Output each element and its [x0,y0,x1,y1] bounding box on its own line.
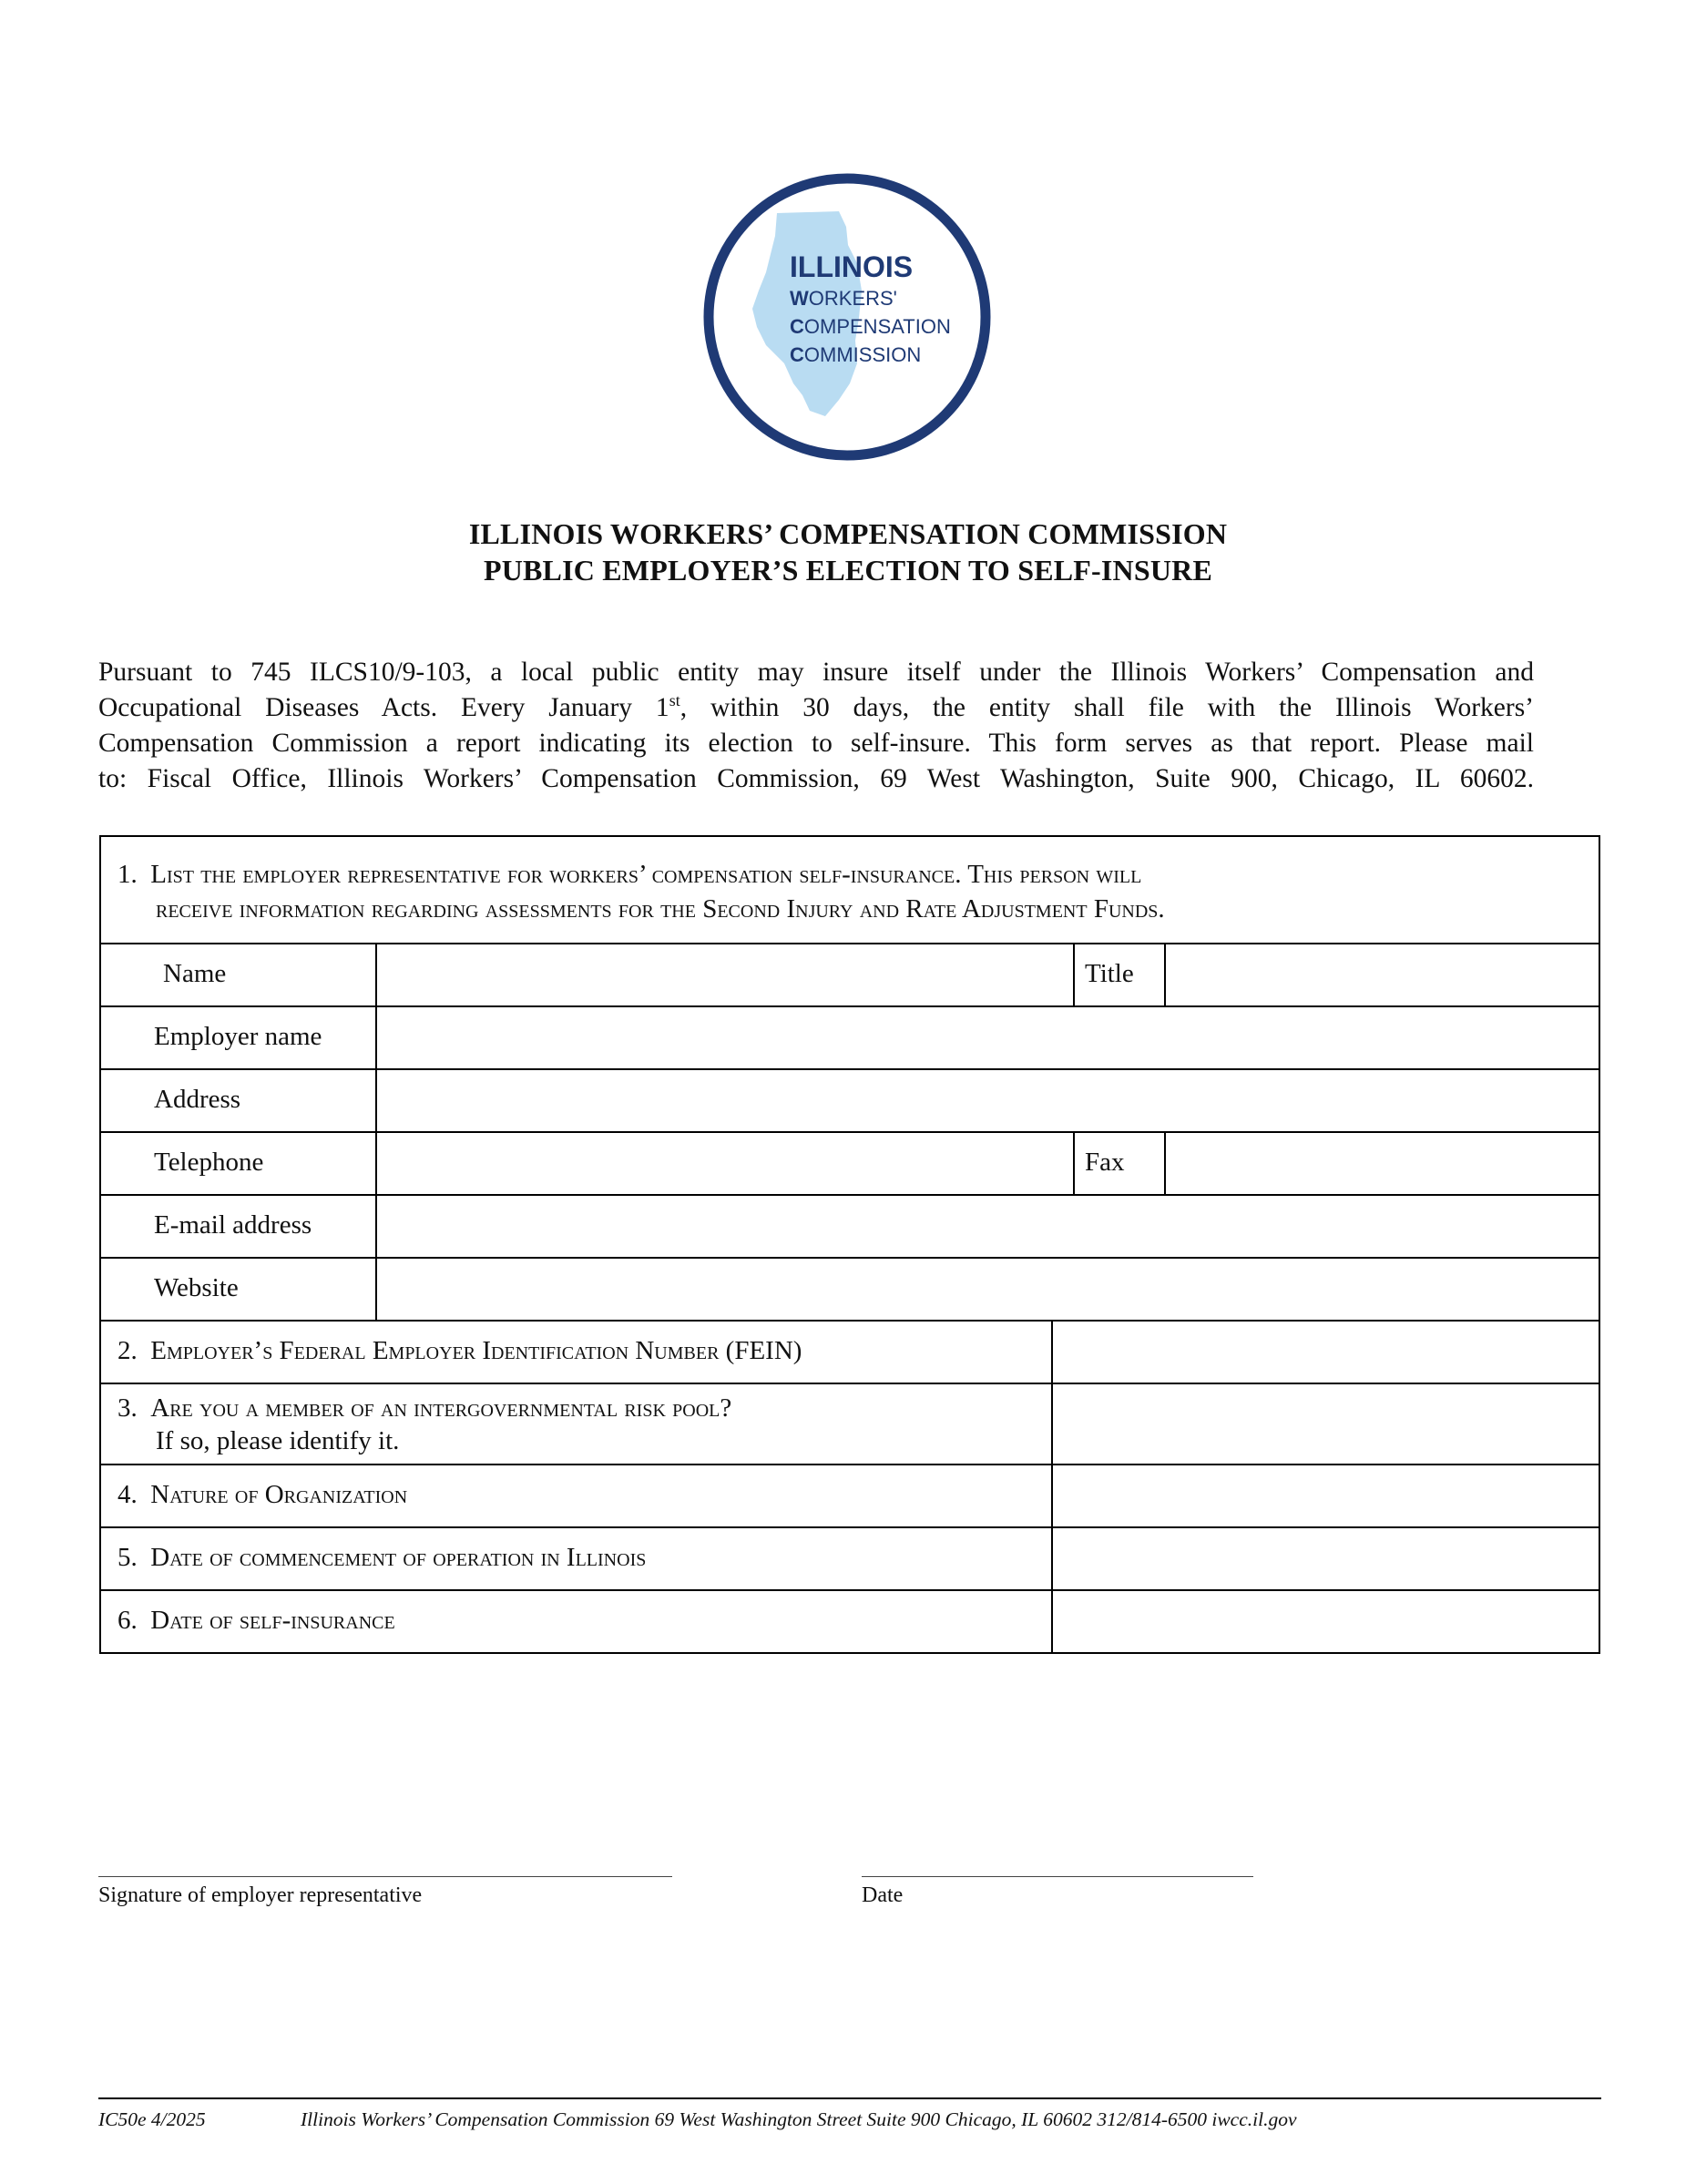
question-5-label: 5. Date of commencement of operation in Illinois [117,1543,647,1572]
question-6-label: 6. Date of self-insurance [117,1606,395,1635]
input-commencement-date[interactable] [1053,1528,1599,1588]
form-table [99,835,1600,1654]
input-address[interactable] [377,1070,1599,1130]
input-title[interactable] [1166,944,1599,1005]
input-email[interactable] [377,1196,1599,1256]
intro-line-4: to: Fiscal Office, Illinois Workers’ Compensation Commission, 69 West Washington, Suite 900, Chicago, IL 60602. [98,764,1534,793]
svg-text:COMPENSATION: COMPENSATION [790,315,951,338]
input-fein[interactable] [1053,1322,1599,1382]
input-fax[interactable] [1166,1133,1599,1193]
signature-label: Signature of employer representative [98,1883,423,1907]
question-3-label: 3. Are you a member of an intergovernmental risk pool? If so, please identify it. [117,1393,732,1455]
title-line-2: PUBLIC EMPLOYER’S ELECTION TO SELF-INSURE [483,554,1213,587]
intro-line-1: Pursuant to 745 ILCS10/9-103, a local public entity may insure itself under the Illinois Workers’ Compensation and [98,658,1534,687]
question-4-label: 4. Nature of Organization [117,1480,408,1509]
signature-line[interactable] [98,1876,672,1877]
svg-text:COMMISSION: COMMISSION [790,343,922,366]
label-title: Title [1085,959,1134,988]
input-nature-of-organization[interactable] [1053,1465,1599,1526]
input-employer-name[interactable] [377,1007,1599,1067]
svg-text:WORKERS': WORKERS' [790,287,897,310]
footer-address: Illinois Workers’ Compensation Commission 69 West Washington Street Suite 900 Chicago, IL 60602 312/814-6500 iwcc.il.gov [301,2108,1297,2130]
label-website: Website [154,1273,239,1302]
label-employer-name: Employer name [154,1022,322,1051]
logo-line-illinois: ILLINOIS [790,250,914,283]
intro-line-2: Occupational Diseases Acts. Every January 1st, within 30 days, the entity shall file with the Illinois Workers’ [98,691,1534,722]
footer-form-id: IC50e 4/2025 [98,2108,206,2130]
input-website[interactable] [377,1259,1599,1319]
intro-paragraph [98,655,1534,797]
date-line[interactable] [862,1876,1253,1877]
page-title [0,515,1696,588]
label-telephone: Telephone [154,1148,264,1177]
iwcc-logo [702,172,992,462]
title-line-1: ILLINOIS WORKERS’ COMPENSATION COMMISSION [468,517,1228,550]
section-1-header: 1. List the employer representative for workers’ compensation self-insurance. This person will receive information regarding assessments for the Second Injury and Rate Adjustment Funds. [117,860,1165,924]
label-address: Address [154,1085,241,1114]
label-email: E-mail address [154,1210,312,1240]
date-label: Date [862,1883,904,1907]
label-name: Name [163,959,227,988]
footer-divider [98,2097,1601,2099]
intro-line-3: Compensation Commission a report indicating its election to self-insure. This form serves as that report. Please mail [98,729,1534,758]
input-self-insurance-date[interactable] [1053,1591,1599,1651]
input-name[interactable] [377,944,1071,1005]
input-risk-pool[interactable] [1053,1384,1599,1463]
question-2-label: 2. Employer’s Federal Employer Identification Number (FEIN) [117,1336,802,1365]
input-telephone[interactable] [377,1133,1071,1193]
label-fax: Fax [1085,1148,1125,1177]
